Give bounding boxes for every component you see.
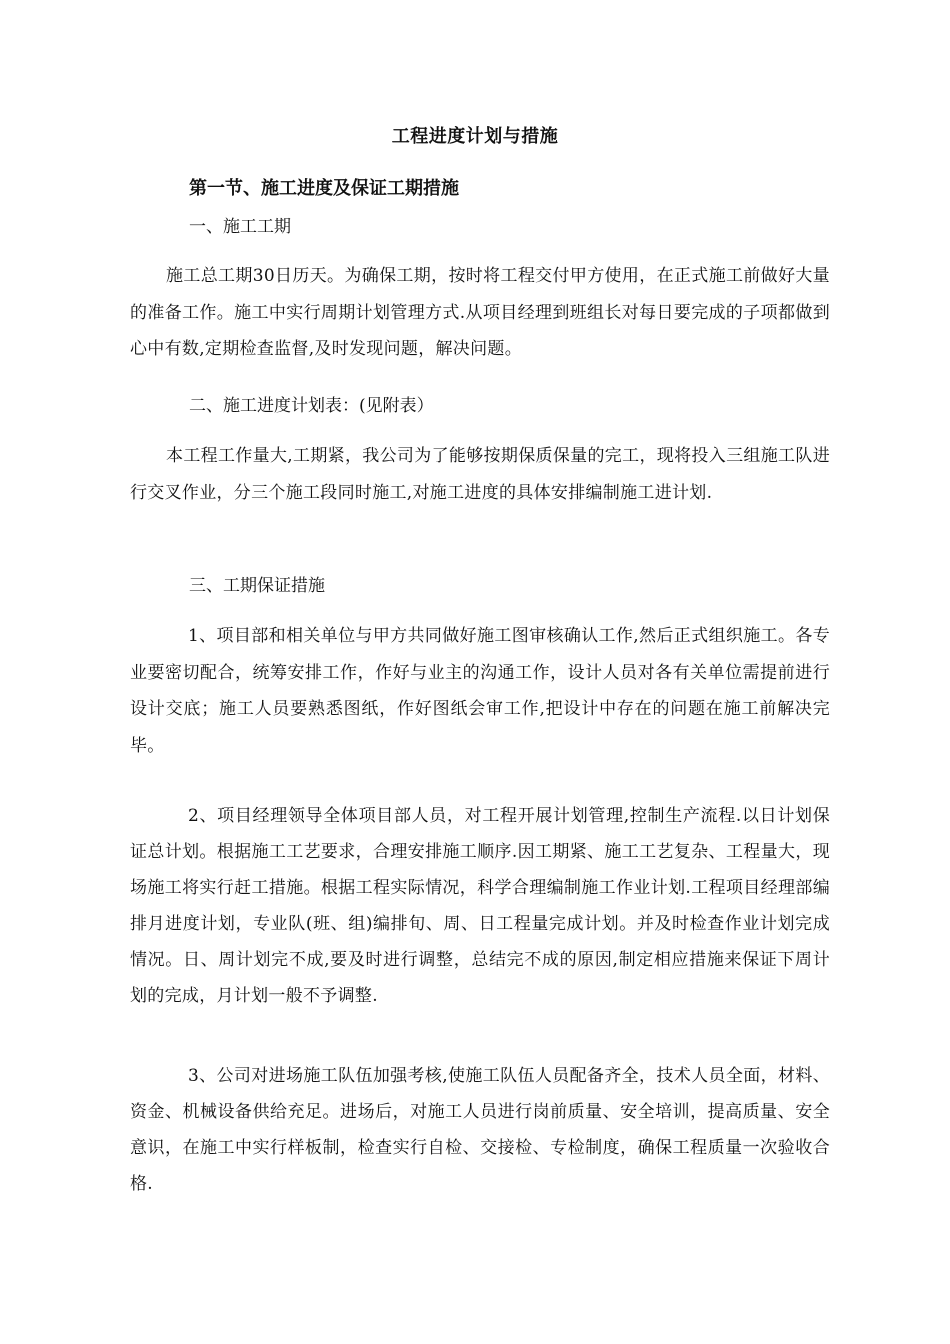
measure-item-1: 1、项目部和相关单位与甲方共同做好施工图审核确认工作,然后正式组织施工。各专业要密切配合，统筹安排工作，作好与业主的沟通工作，设计人员对各有关单位需提前进行设计交底；施工人员要熟悉图纸，作好图纸会审工作,把设计中存在的问题在施工前解决完毕。: [130, 626, 830, 756]
section-heading: 第一节、施工进度及保证工期措施: [189, 178, 459, 199]
measure-item-2: 2、项目经理领导全体项目部人员，对工程开展计划管理,控制生产流程.以日计划保证总计划。根据施工工艺要求，合理安排施工顺序.因工期紧、施工工艺复杂、工程量大，现场施工将实行赶工措施。根据工程实际情况，科学合理编制施工作业计划.工程项目经理部编排月进度计划，专业队(班、组)编排旬、周、日工程量完成计划。并及时检查作业计划完成情况。日、周计划完不成,要及时进行调整，总结完不成的原因,制定相应措施来保证下周计划的完成，月计划一般不予调整.: [130, 806, 830, 1006]
paragraph-construction-period: 施工总工期30日历天。为确保工期，按时将工程交付甲方使用，在正式施工前做好大量的准备工作。施工中实行周期计划管理方式.从项目经理到班组长对每日要完成的子项都做到心中有数,定期检查监督,及时发现问题，解决问题。: [130, 266, 830, 359]
measure-item-3: 3、公司对进场施工队伍加强考核,使施工队伍人员配备齐全，技术人员全面，材料、资金、机械设备供给充足。进场后，对施工人员进行岗前质量、安全培训，提高质量、安全意识，在施工中实行样板制，检查实行自检、交接检、专检制度，确保工程质量一次验收合格.: [130, 1066, 830, 1194]
subheading-schedule-table: 二、施工进度计划表：(见附表）: [189, 396, 434, 416]
subheading-construction-period: 一、施工工期: [189, 217, 291, 237]
paragraph-schedule-table: 本工程工作量大,工期紧，我公司为了能够按期保质保量的完工，现将投入三组施工队进行交叉作业，分三个施工段同时施工,对施工进度的具体安排编制施工进计划.: [130, 446, 830, 503]
document-title: 工程进度计划与措施: [391, 126, 559, 147]
subheading-guarantee-measures: 三、工期保证措施: [189, 576, 325, 596]
